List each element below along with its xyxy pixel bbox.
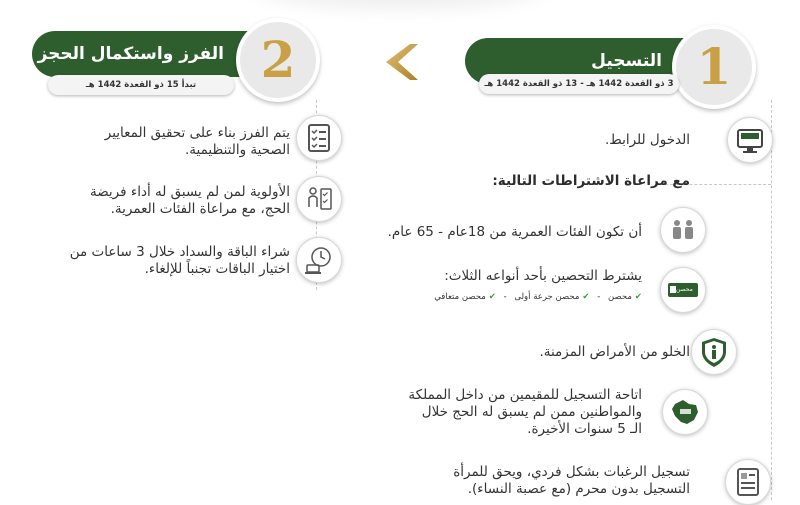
link-text: الدخول للرابط. xyxy=(604,132,690,148)
residents-text xyxy=(408,387,642,438)
priority-line-1: الأولوية لمن لم يسبق له أداء فريضة xyxy=(89,184,290,200)
clock-laptop-icon xyxy=(297,238,341,282)
residents-line-1: اتاحة التسجيل للمقيمين من داخل المملكة xyxy=(408,387,642,403)
people-icon xyxy=(661,208,705,252)
step2-number-badge xyxy=(236,18,320,102)
form-icon xyxy=(726,460,770,504)
age-item-icon-wrap xyxy=(660,207,706,253)
step1-dates: 3 ذو القعدة 1442 هـ - 13 ذو القعدة 1442 هـ xyxy=(484,79,674,89)
chronic-text: الخلو من الأمراض المزمنة. xyxy=(539,344,690,360)
individual-line-2: التسجيل بدون محرم (مع عصبة النساء). xyxy=(467,481,690,497)
link-item-icon-wrap xyxy=(727,117,773,163)
vaccine-type-1: محصن xyxy=(607,292,632,302)
separator: - xyxy=(597,292,601,302)
payment-line-2: اختيار الباقات تجنباً للإلغاء. xyxy=(144,261,290,277)
check-icon: ✔ xyxy=(488,292,496,302)
residents-item-icon-wrap xyxy=(662,389,708,435)
payment-line-1: شراء الباقة والسداد خلال 3 ساعات من xyxy=(69,244,290,260)
step1-title: التسجيل xyxy=(591,51,662,71)
checklist-icon xyxy=(297,116,341,160)
saudi-map-icon xyxy=(663,390,707,434)
residents-line-2: والمواطنين ممن لم يسبق له الحج خلال xyxy=(421,404,642,420)
vaccine-type-3: محصن متعافي xyxy=(434,292,486,302)
chevron-left-icon xyxy=(380,42,420,82)
criteria-item-icon-wrap xyxy=(296,115,342,161)
conditions-heading: مع مراعاة الاشتراطات التالية: xyxy=(492,173,690,189)
vaccination-text: يشترط التحصين بأحد أنواعه الثلاث: xyxy=(444,268,642,284)
vaccine-types xyxy=(434,292,642,302)
step2-title: الفرز واستكمال الحجز xyxy=(37,44,224,64)
residents-line-3: الـ 5 سنوات الأخيرة. xyxy=(527,421,642,437)
person-checklist-icon xyxy=(297,177,341,221)
health-shield-icon xyxy=(692,330,736,374)
individual-text xyxy=(453,464,690,498)
step1-number: 1 xyxy=(696,37,732,96)
criteria-line-2: الصحية والتنظيمية. xyxy=(185,142,290,158)
top-shadow xyxy=(250,0,550,10)
monitor-icon xyxy=(728,118,772,162)
payment-item-icon-wrap xyxy=(296,237,342,283)
individual-line-1: تسجيل الرغبات بشكل فردي، ويحق للمرأة xyxy=(453,464,690,480)
step2-date-pill xyxy=(48,75,234,95)
individual-item-icon-wrap xyxy=(725,459,771,505)
chronic-item-icon-wrap xyxy=(691,329,737,375)
criteria-text xyxy=(105,125,290,159)
criteria-line-1: يتم الفرز بناء على تحقيق المعايير xyxy=(104,125,290,141)
step2-number: 2 xyxy=(260,30,296,89)
vaccine-card-label: محصن xyxy=(676,286,693,293)
priority-text xyxy=(90,184,290,218)
vaccine-item-icon-wrap xyxy=(660,267,706,313)
priority-line-2: الحج، مع مراعاة الفئات العمرية. xyxy=(110,201,290,217)
check-icon: ✔ xyxy=(582,292,590,302)
payment-text xyxy=(70,244,290,278)
vaccine-type-2: محصن جرعة أولى xyxy=(514,292,580,302)
separator: - xyxy=(503,292,507,302)
step1-number-badge xyxy=(672,25,756,109)
check-icon: ✔ xyxy=(634,292,642,302)
priority-item-icon-wrap xyxy=(296,176,342,222)
step1-date-pill xyxy=(479,74,679,94)
age-text: أن تكون الفئات العمرية من 18عام - 65 عام. xyxy=(387,224,642,240)
step2-dates: تبدأ 15 ذو القعدة 1442 هـ xyxy=(85,80,197,90)
